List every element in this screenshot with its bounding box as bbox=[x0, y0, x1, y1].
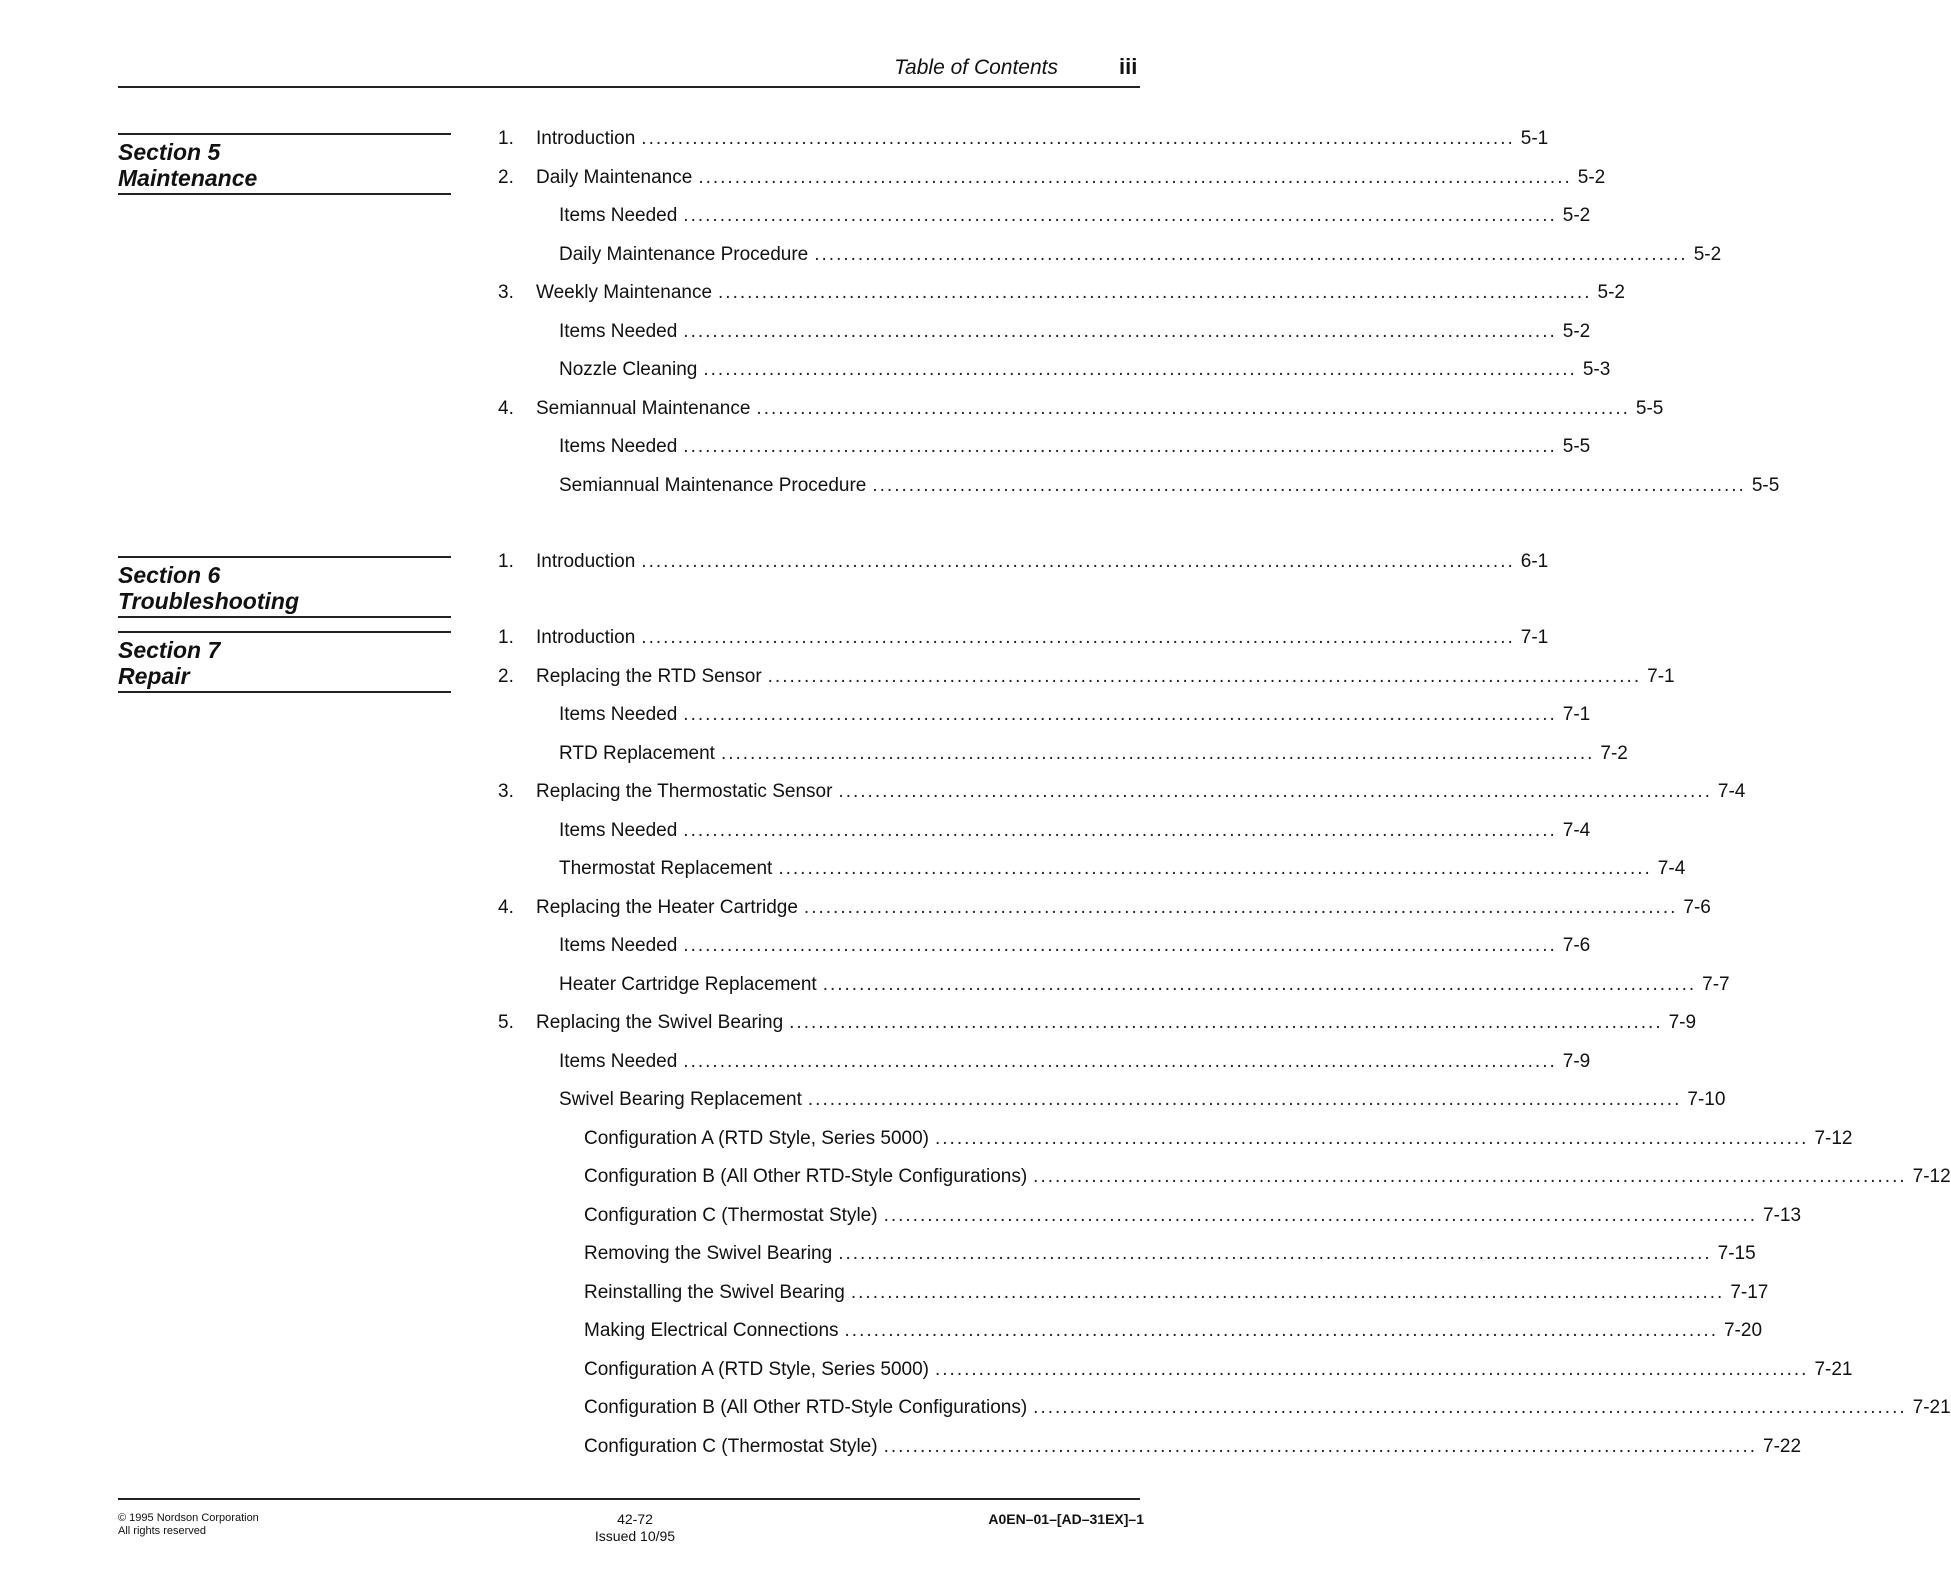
toc-leader-dots: ........................................................................................................................ bbox=[683, 205, 1557, 226]
toc-entry-page: 5-5 bbox=[1562, 436, 1591, 457]
toc-entry-page: 7-9 bbox=[1562, 1050, 1591, 1072]
toc-entry-title: Introduction bbox=[536, 128, 636, 149]
toc-entry-title: RTD Replacement bbox=[559, 742, 715, 764]
toc-entry-page: 7-13 bbox=[1763, 1204, 1802, 1226]
footer-rights: All rights reserved bbox=[118, 1525, 207, 1537]
toc-entry-page: 5-2 bbox=[1577, 166, 1606, 188]
toc-entry-page: 7-6 bbox=[1683, 896, 1711, 918]
toc-entry[interactable] bbox=[559, 205, 1591, 233]
toc-entry-title: Swivel Bearing Replacement bbox=[559, 1089, 802, 1110]
toc-entry-title: Configuration B (All Other RTD-Style Configurations) bbox=[584, 1166, 1028, 1187]
toc-entry-title: Replacing the RTD Sensor bbox=[536, 665, 762, 687]
toc-entry[interactable] bbox=[498, 627, 1549, 655]
toc-entry-number: 1. bbox=[498, 551, 514, 572]
toc-entry[interactable] bbox=[498, 128, 1549, 156]
toc-entry-page: 7-12 bbox=[1912, 1166, 1951, 1187]
footer-copyright-block bbox=[118, 1512, 259, 1538]
toc-entry-title: Semiannual Maintenance bbox=[536, 397, 751, 419]
toc-entry-title: Introduction bbox=[536, 627, 636, 648]
toc-entry-page: 7-7 bbox=[1702, 973, 1730, 995]
toc-entry-title: Reinstalling the Swivel Bearing bbox=[584, 1281, 845, 1303]
toc-entry-title: Nozzle Cleaning bbox=[559, 359, 698, 380]
toc-entry-title: Introduction bbox=[536, 551, 636, 572]
toc-entry[interactable] bbox=[559, 1050, 1591, 1079]
toc-entry-number: 3. bbox=[498, 282, 514, 303]
toc-leader-dots: ........................................................................................................................ bbox=[683, 935, 1557, 956]
toc-entry-page: 7-20 bbox=[1723, 1320, 1763, 1341]
toc-leader-dots: ........................................................................................................................ bbox=[683, 819, 1557, 841]
toc-entry[interactable] bbox=[584, 1243, 1756, 1271]
toc-leader-dots: ........................................................................................................................ bbox=[883, 1435, 1758, 1457]
toc-leader-dots: ........................................................................................................................ bbox=[844, 1320, 1718, 1341]
section-5-heading bbox=[118, 133, 451, 195]
toc-entry-title: Daily Maintenance Procedure bbox=[559, 243, 809, 265]
toc-entry-title: Items Needed bbox=[559, 704, 678, 725]
toc-entry-page: 7-4 bbox=[1562, 819, 1591, 841]
toc-entry-number: 4. bbox=[498, 896, 514, 918]
toc-entry[interactable] bbox=[498, 551, 1549, 579]
toc-leader-dots: ........................................................................................................................ bbox=[1033, 1166, 1907, 1187]
toc-leader-dots: ........................................................................................................................ bbox=[822, 973, 1697, 995]
toc-entry-title: Items Needed bbox=[559, 436, 678, 457]
toc-entry-title: Items Needed bbox=[559, 935, 678, 956]
toc-leader-dots: ........................................................................................................................ bbox=[756, 397, 1630, 419]
toc-leader-dots: ........................................................................................................................ bbox=[683, 320, 1557, 342]
footer-issued: Issued 10/95 bbox=[594, 1528, 676, 1544]
toc-entry[interactable] bbox=[559, 973, 1730, 1002]
toc-entry-title: Replacing the Swivel Bearing bbox=[536, 1012, 784, 1033]
toc-leader-dots: ........................................................................................................................ bbox=[720, 742, 1595, 764]
toc-entry[interactable] bbox=[498, 397, 1664, 426]
toc-leader-dots: ........................................................................................................................ bbox=[718, 282, 1592, 303]
toc-leader-dots: ........................................................................................................................ bbox=[935, 1358, 1809, 1380]
toc-leader-dots: ........................................................................................................................ bbox=[807, 1089, 1682, 1110]
toc-entry[interactable] bbox=[498, 896, 1711, 925]
toc-entry-page: 7-1 bbox=[1520, 627, 1549, 648]
footer-copyright: © 1995 Nordson Corporation bbox=[118, 1512, 259, 1524]
section-5-label: Section 5 bbox=[118, 139, 221, 165]
toc-entry-page: 7-4 bbox=[1657, 858, 1686, 879]
toc-entry[interactable] bbox=[559, 436, 1591, 464]
toc-entry-title: Making Electrical Connections bbox=[584, 1320, 839, 1341]
toc-leader-dots: ........................................................................................................................ bbox=[789, 1012, 1663, 1033]
toc-entry[interactable] bbox=[584, 1281, 1769, 1310]
header-title: Table of Contents bbox=[894, 56, 1058, 79]
header-rule bbox=[118, 86, 1140, 88]
section-7-title: Repair bbox=[118, 663, 190, 689]
toc-entry-number: 5. bbox=[498, 1012, 514, 1033]
toc-entry[interactable] bbox=[559, 320, 1591, 349]
toc-leader-dots: ........................................................................................................................ bbox=[641, 627, 1515, 648]
section-7-heading bbox=[118, 631, 451, 693]
toc-entry-title: Heater Cartridge Replacement bbox=[559, 973, 817, 995]
toc-entry[interactable] bbox=[584, 1358, 1853, 1387]
footer-doc-number: 42-72 bbox=[617, 1511, 653, 1527]
toc-entry[interactable] bbox=[584, 1320, 1763, 1348]
toc-entry-page: 7-15 bbox=[1717, 1243, 1756, 1264]
toc-entry-page: 7-2 bbox=[1600, 742, 1628, 764]
toc-entry-number: 1. bbox=[498, 627, 514, 648]
toc-entry[interactable] bbox=[584, 1166, 1951, 1194]
toc-entry[interactable] bbox=[498, 781, 1746, 809]
toc-entry[interactable] bbox=[559, 704, 1591, 732]
toc-leader-dots: ........................................................................................................................ bbox=[872, 474, 1746, 496]
toc-leader-dots: ........................................................................................................................ bbox=[683, 436, 1557, 457]
toc-entry-page: 7-10 bbox=[1687, 1089, 1726, 1110]
toc-entry-title: Thermostat Replacement bbox=[559, 858, 773, 879]
toc-entry-title: Semiannual Maintenance Procedure bbox=[559, 474, 867, 496]
toc-entry-page: 5-2 bbox=[1562, 320, 1591, 342]
toc-entry[interactable] bbox=[559, 819, 1591, 848]
toc-entry-title: Items Needed bbox=[559, 320, 678, 342]
toc-entry-title: Items Needed bbox=[559, 1050, 678, 1072]
toc-entry-title: Configuration A (RTD Style, Series 5000) bbox=[584, 1127, 929, 1149]
toc-entry[interactable] bbox=[559, 742, 1628, 771]
section-6-label: Section 6 bbox=[118, 562, 221, 588]
toc-entry[interactable] bbox=[584, 1127, 1853, 1156]
toc-entry-page: 5-5 bbox=[1635, 397, 1664, 419]
section-6-heading bbox=[118, 556, 451, 618]
toc-entry-number: 1. bbox=[498, 128, 514, 149]
toc-leader-dots: ........................................................................................................................ bbox=[683, 704, 1557, 725]
toc-leader-dots: ........................................................................................................................ bbox=[883, 1204, 1758, 1226]
toc-entry-page: 7-9 bbox=[1668, 1012, 1697, 1033]
toc-leader-dots: ........................................................................................................................ bbox=[683, 1050, 1557, 1072]
header-page-number: iii bbox=[1119, 54, 1138, 79]
section-6-title: Troubleshooting bbox=[118, 588, 300, 614]
toc-entry-title: Configuration B (All Other RTD-Style Configurations) bbox=[584, 1397, 1028, 1418]
toc-entry-title: Daily Maintenance bbox=[536, 166, 693, 188]
toc-entry-page: 5-2 bbox=[1693, 243, 1722, 265]
toc-entry-number: 2. bbox=[498, 665, 514, 687]
toc-entry-page: 5-3 bbox=[1582, 359, 1611, 380]
toc-leader-dots: ........................................................................................................................ bbox=[641, 128, 1515, 149]
toc-entry-title: Removing the Swivel Bearing bbox=[584, 1243, 833, 1264]
toc-entry-title: Items Needed bbox=[559, 205, 678, 226]
section-7-label: Section 7 bbox=[118, 637, 221, 663]
toc-entry[interactable] bbox=[559, 474, 1780, 503]
toc-entry-title: Configuration C (Thermostat Style) bbox=[584, 1435, 878, 1457]
toc-entry-page: 7-12 bbox=[1814, 1127, 1853, 1149]
toc-entry-title: Items Needed bbox=[559, 819, 678, 841]
toc-entry-page: 5-1 bbox=[1520, 128, 1549, 149]
toc-entry[interactable] bbox=[559, 935, 1591, 963]
toc-entry-page: 5-2 bbox=[1597, 282, 1625, 303]
toc-entry-number: 4. bbox=[498, 397, 514, 419]
toc-entry-title: Replacing the Thermostatic Sensor bbox=[536, 781, 833, 802]
toc-entry-page: 7-6 bbox=[1562, 935, 1591, 956]
toc-leader-dots: ........................................................................................................................ bbox=[935, 1127, 1809, 1149]
toc-entry[interactable] bbox=[559, 243, 1722, 272]
footer-part-code: A0EN–01–[AD–31EX]–1 bbox=[988, 1511, 1144, 1527]
toc-entry-title: Configuration A (RTD Style, Series 5000) bbox=[584, 1358, 929, 1380]
toc-entry[interactable] bbox=[559, 359, 1611, 387]
toc-entry-page: 5-5 bbox=[1751, 474, 1780, 496]
toc-entry-title: Weekly Maintenance bbox=[536, 282, 713, 303]
toc-entry-page: 7-22 bbox=[1763, 1435, 1802, 1457]
toc-entry-page: 5-2 bbox=[1562, 205, 1591, 226]
toc-entry-page: 7-21 bbox=[1912, 1397, 1951, 1418]
toc-entry-title: Replacing the Heater Cartridge bbox=[536, 896, 798, 918]
toc-entry[interactable] bbox=[498, 282, 1625, 310]
toc-entry[interactable] bbox=[498, 665, 1675, 694]
toc-entry[interactable] bbox=[584, 1435, 1802, 1464]
toc-leader-dots: ........................................................................................................................ bbox=[838, 1243, 1712, 1264]
toc-entry[interactable] bbox=[559, 1089, 1726, 1117]
toc-entry-page: 7-4 bbox=[1717, 781, 1746, 802]
toc-entry[interactable] bbox=[584, 1204, 1802, 1233]
section-5-title: Maintenance bbox=[118, 165, 258, 191]
toc-leader-dots: ........................................................................................................................ bbox=[698, 166, 1572, 188]
toc-entry-page: 7-1 bbox=[1562, 704, 1591, 725]
toc-leader-dots: ........................................................................................................................ bbox=[814, 243, 1688, 265]
toc-leader-dots: ........................................................................................................................ bbox=[767, 665, 1642, 687]
toc-entry-title: Configuration C (Thermostat Style) bbox=[584, 1204, 878, 1226]
toc-entry[interactable] bbox=[559, 858, 1686, 886]
toc-leader-dots: ........................................................................................................................ bbox=[1033, 1397, 1907, 1418]
toc-entry-number: 2. bbox=[498, 166, 514, 188]
toc-entry-number: 3. bbox=[498, 781, 514, 802]
footer-doc-info bbox=[585, 1511, 685, 1545]
toc-entry-page: 6-1 bbox=[1520, 551, 1549, 572]
toc-leader-dots: ........................................................................................................................ bbox=[778, 858, 1652, 879]
footer-rule bbox=[118, 1498, 1140, 1500]
toc-entry-page: 7-17 bbox=[1730, 1281, 1769, 1303]
toc-entry-page: 7-1 bbox=[1647, 665, 1675, 687]
toc-entry[interactable] bbox=[498, 166, 1606, 195]
toc-leader-dots: ........................................................................................................................ bbox=[641, 551, 1515, 572]
toc-leader-dots: ........................................................................................................................ bbox=[838, 781, 1712, 802]
toc-leader-dots: ........................................................................................................................ bbox=[850, 1281, 1725, 1303]
toc-leader-dots: ........................................................................................................................ bbox=[803, 896, 1678, 918]
toc-leader-dots: ........................................................................................................................ bbox=[703, 359, 1577, 380]
toc-entry[interactable] bbox=[584, 1397, 1951, 1425]
toc-entry[interactable] bbox=[498, 1012, 1697, 1040]
toc-entry-page: 7-21 bbox=[1814, 1358, 1853, 1380]
